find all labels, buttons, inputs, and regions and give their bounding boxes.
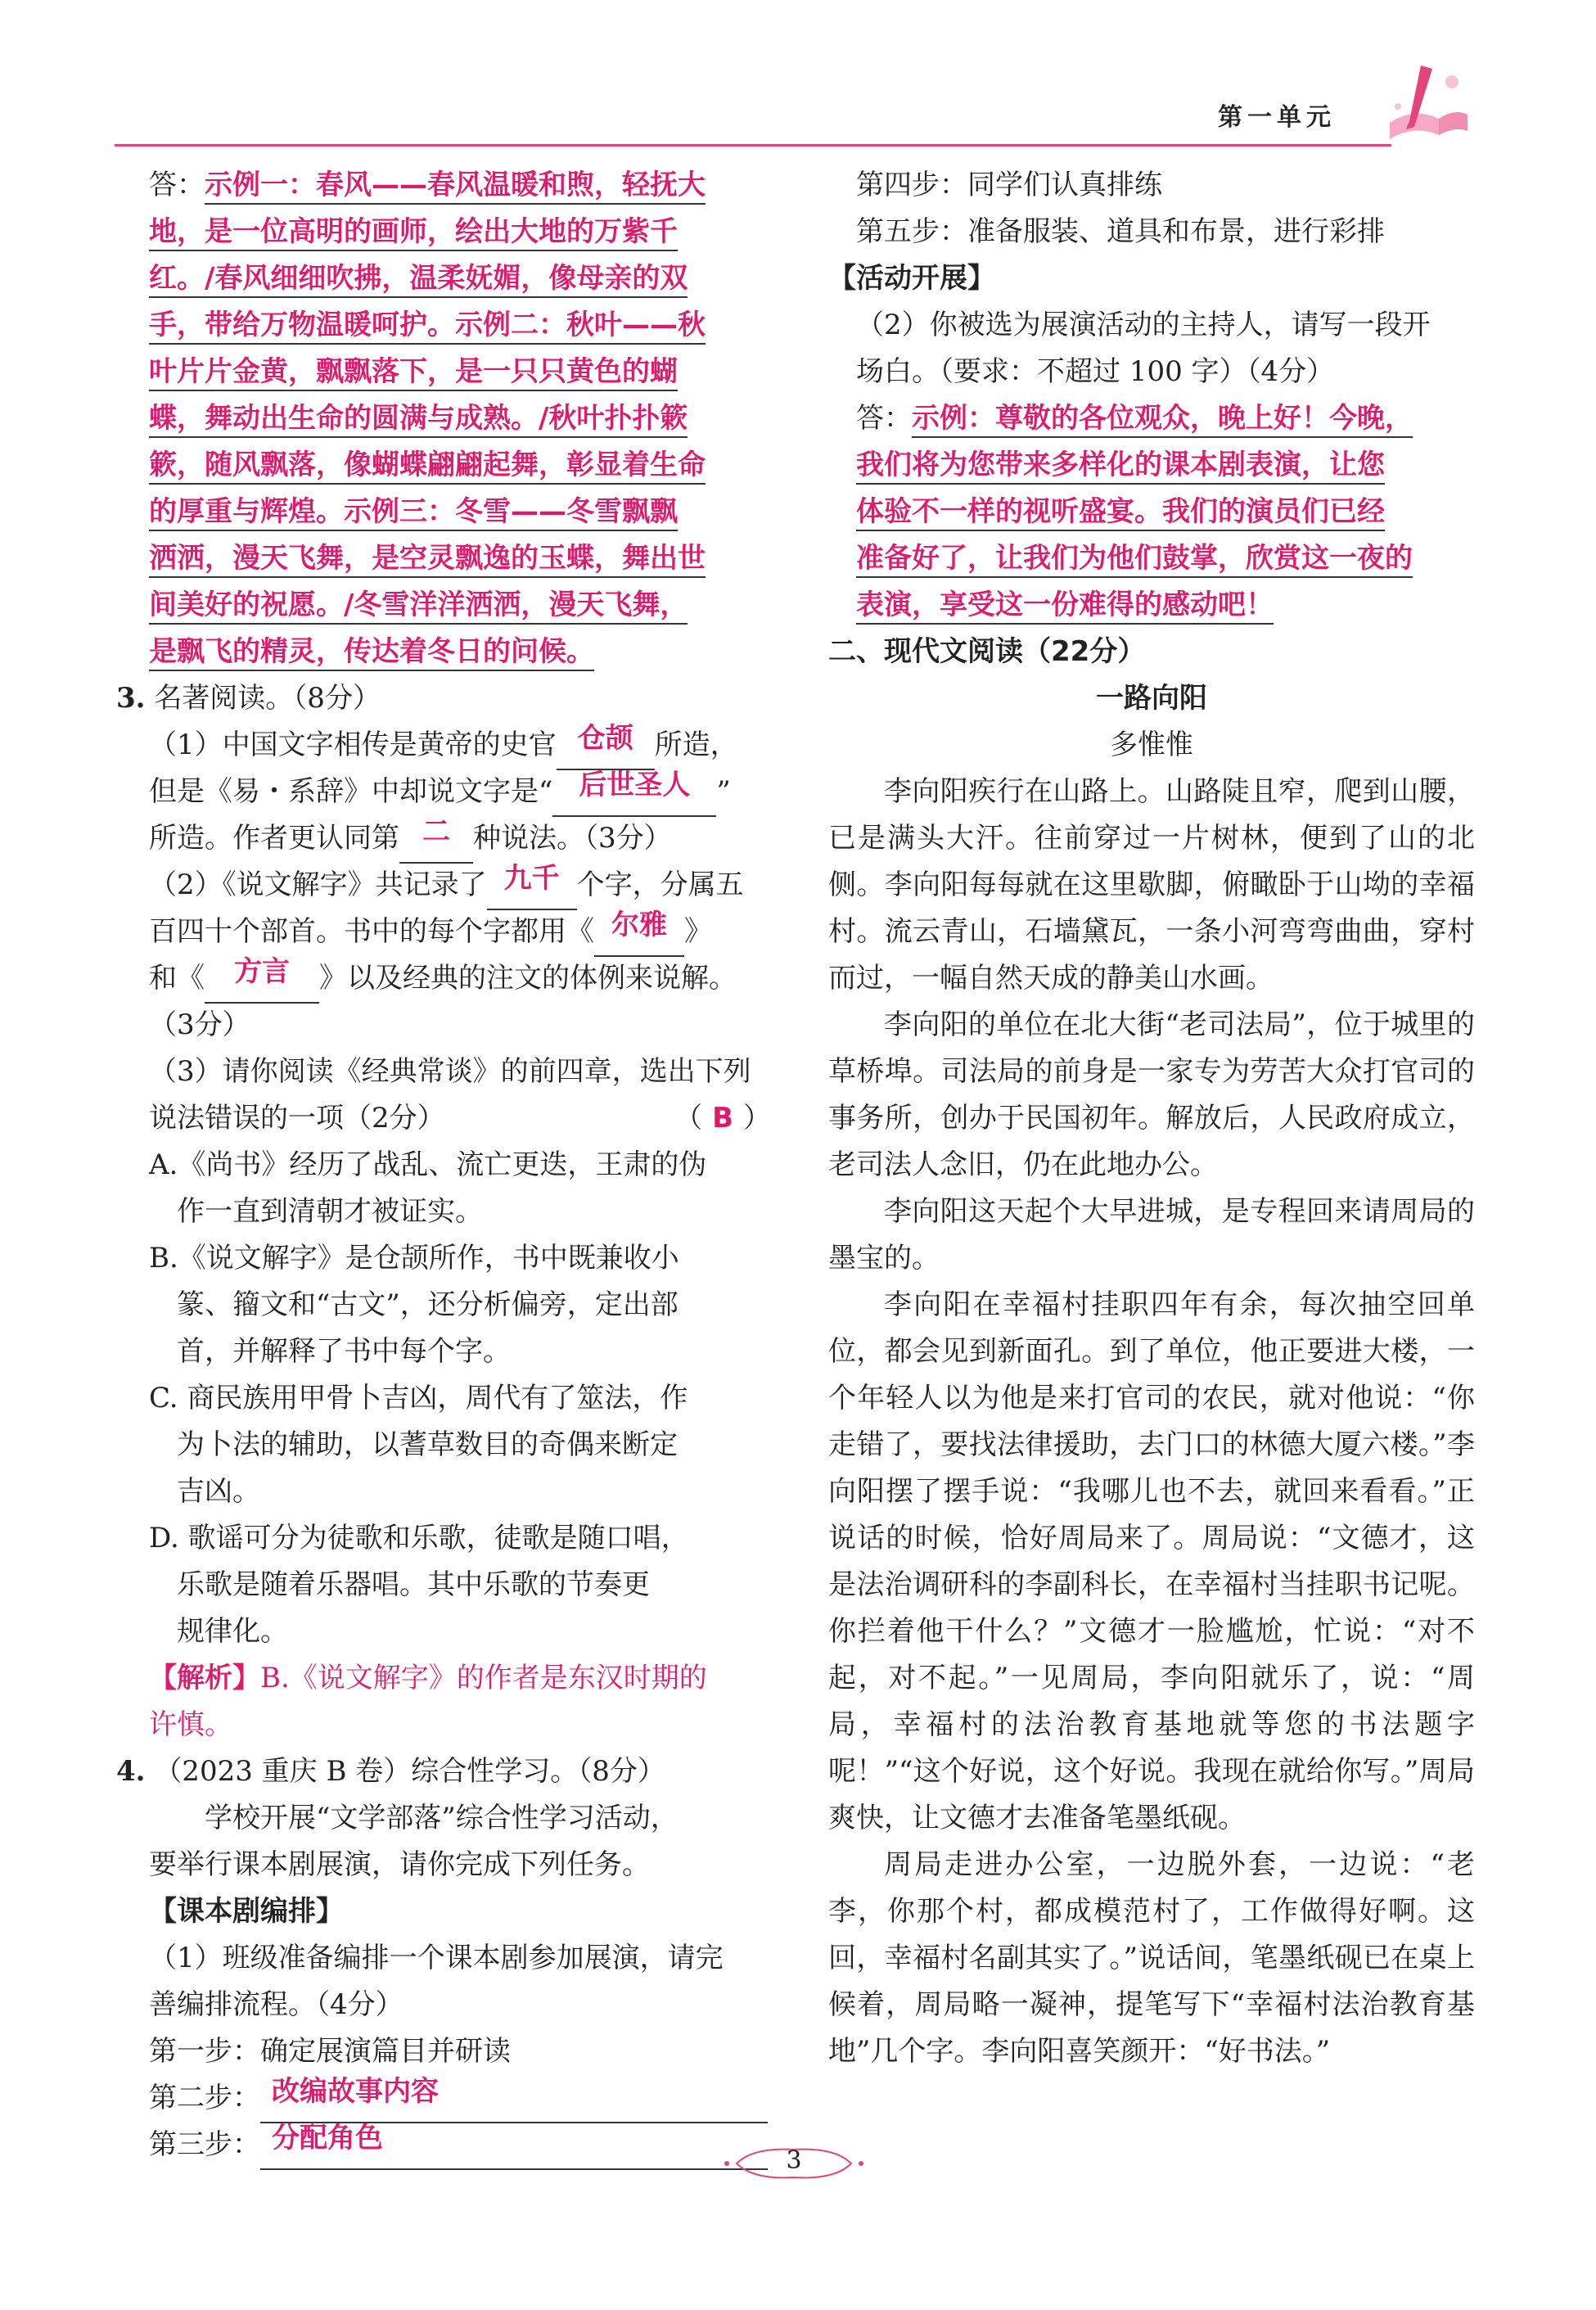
answer-line: 准备好了，让我们为他们鼓掌，欣赏这一夜的	[856, 542, 1413, 578]
question-text: 百四十个部首。书中的每个字都用《	[149, 915, 594, 948]
fill-answer: 后世圣人	[579, 769, 691, 801]
header-rule	[115, 144, 1391, 147]
step-label: 第二步：	[149, 2082, 260, 2114]
page-number: 3	[786, 2146, 802, 2175]
part-title: 二、现代文阅读（22分）	[828, 635, 1146, 668]
option-c: C. 商民族用甲骨卜吉凶，周代有了筮法，作	[149, 1382, 688, 1414]
option-b: 首，并解释了书中每个字。	[177, 1335, 511, 1368]
fill-answer: 尔雅	[611, 909, 667, 941]
question-text: 要举行课本剧展演，请你完成下列任务。	[149, 1848, 650, 1881]
question-number: 3.	[116, 682, 146, 715]
answer-line: 示例：尊敬的各位观众，晚上好！今晚，	[912, 402, 1413, 438]
question-text: 所造。作者更认同第	[149, 822, 399, 855]
question-text: 》以及经典的注文的体例来说解。	[319, 962, 737, 995]
option-b: B.《说文解字》是仓颉所作，书中既兼收小	[149, 1242, 679, 1275]
question-text: ”	[716, 775, 731, 808]
step-text: 第一步：确定展演篇目并研读	[149, 2035, 511, 2068]
story-paragraph: 李向阳这天起个大早进城，是专程回来请周局的墨宝的。	[828, 1195, 1475, 1275]
answer-line: 示例一：春风——春风温暖和煦，轻抚大	[205, 169, 706, 205]
answer-line: 间美好的祝愿。/冬雪洋洋洒洒，漫天飞舞，	[149, 589, 688, 625]
answer-line: 手，带给万物温暖呵护。示例二：秋叶——秋	[149, 309, 706, 345]
answer-label: 答：	[149, 169, 205, 201]
question-text: （1）班级准备编排一个课本剧参加展演，请完	[149, 1942, 724, 1974]
option-d: 乐歌是随着乐器唱。其中乐歌的节奏更	[177, 1568, 650, 1601]
answer-line: 簌，随风飘落，像蝴蝶翩翩起舞，彰显着生命	[149, 449, 706, 485]
question-text: 所造，	[654, 729, 738, 761]
answer-line: 地，是一位高明的画师，绘出大地的万紫千	[149, 215, 678, 251]
question-text: （2）你被选为展演活动的主持人，请写一段开	[856, 309, 1431, 341]
answer-bracket	[674, 1095, 771, 1142]
option-d: 规律化。	[177, 1615, 288, 1648]
answer-line: 表演，享受这一份难得的感动吧！	[856, 589, 1274, 625]
question-text: 》	[684, 915, 712, 948]
step-text: 第五步：准备服装、道具和布景，进行彩排	[856, 215, 1385, 248]
question-text: （1）中国文字相传是黄帝的史官	[149, 729, 557, 761]
option-b: 篆、籀文和“古文”，还分析偏旁，定出部	[177, 1288, 679, 1321]
question-text: 说法错误的一项（2分）	[149, 1102, 445, 1135]
question-text: 但是《易・系辞》中却说文字是“	[149, 775, 553, 808]
fill-answer: 分配角色	[272, 2122, 383, 2154]
question-text: （2）《说文解字》共记录了	[149, 869, 487, 901]
option-a: 作一直到清朝才被证实。	[177, 1195, 483, 1228]
option-d: D. 歌谣可分为徒歌和乐歌，徒歌是随口唱，	[149, 1522, 689, 1554]
story-paragraph: 李向阳的单位在北大街“老司法局”，位于城里的草桥埠。司法局的前身是一家专为劳苦大众打官司的事务所，创办于民国初年。解放后，人民政府成立，老司法人念旧，仍在此地办公。	[828, 1008, 1475, 1181]
bracket-right: ）	[743, 1102, 771, 1135]
question-number: 4.	[116, 1755, 146, 1788]
story-paragraph: 李向阳疾行在山路上。山路陡且窄，爬到山腰，已是满头大汗。往前穿过一片树林，便到了山的北侧。李向阳每每就在这里歇脚，俯瞰卧于山坳的幸福村。流云青山，石墙黛瓦，一条小河弯弯曲曲，穿村而过，一幅自然天成的静美山水画。	[828, 775, 1475, 995]
question-text: （3分）	[149, 1008, 250, 1041]
answer-line: 是飘飞的精灵，传达着冬日的问候。	[149, 635, 594, 671]
story-paragraph: 周局走进办公室，一边脱外套，一边说：“老李，你那个村，都成模范村了，工作做得好啊。这回，幸福村名副其实了。”说话间，笔墨纸砚已在桌上候着，周局略一凝神，提笔写下“幸福村法治教育基地”几个字。李向阳喜笑颜开：“好书法。”	[828, 1848, 1475, 2068]
question-text: 和《	[149, 962, 205, 995]
step-label: 第三步：	[149, 2128, 260, 2161]
option-c: 为卜法的辅助，以蓍草数目的奇偶来断定	[177, 1428, 678, 1461]
question-text: 善编排流程。（4分）	[149, 1988, 404, 2021]
answer-line: 叶片片金黄，飘飘落下，是一只只黄色的蝴	[149, 355, 678, 391]
story-title: 一路向阳	[1096, 682, 1207, 715]
question-title: （2023 重庆 B 卷）综合性学习。（8分）	[154, 1755, 665, 1788]
story-paragraph: 李向阳在幸福村挂职四年有余，每次抽空回单位，都会见到新面孔。到了单位，他正要进大楼，一个年轻人以为他是来打官司的农民，就对他说：“你走错了，要找法律援助，去门口的林德大厦六楼。”李向阳摆了摆手说：“我哪儿也不去，就回来看看。”正说话的时候，恰好周局来了。周局说：“文德才，这是法治调研科的李副科长，在幸福村当挂职书记呢。你拦着他干什么？”文德才一脸尴尬，忙说：“对不起，对不起。”一见周局，李向阳就乐了，说：“周局，幸福村的法治教育基地就等您的书法题字呢！”“这个好说，这个好说。我现在就给你写。”周局爽快，让文德才去准备笔墨纸砚。	[828, 1288, 1475, 1834]
analysis-text: 许慎。	[149, 1708, 232, 1741]
analysis-label: 【解析】	[149, 1662, 260, 1694]
choice-answer: B	[712, 1102, 733, 1135]
answer-label: 答：	[856, 402, 912, 435]
section-heading: 【课本剧编排】	[149, 1895, 344, 1928]
answer-line: 体验不一样的视听盛宴。我们的演员们已经	[856, 495, 1385, 531]
question-text: 种说法。（3分）	[473, 822, 672, 855]
answer-line: 红。/春风细细吹拂，温柔妩媚，像母亲的双	[149, 262, 688, 298]
right-column	[828, 162, 1475, 2075]
unit-title: 第一单元	[1218, 103, 1336, 132]
question-text: 个字，分属五	[576, 869, 744, 901]
fill-answer: 九千	[503, 862, 560, 895]
step-text: 第四步：同学们认真排练	[856, 169, 1162, 201]
fill-answer: 方言	[234, 955, 290, 988]
analysis-text: B.《说文解字》的作者是东汉时期的	[260, 1662, 707, 1694]
bracket-left: （	[674, 1102, 703, 1135]
question-text: （3）请你阅读《经典常谈》的前四章，选出下列	[149, 1055, 751, 1088]
answer-line: 蝶，舞动出生命的圆满与成熟。/秋叶扑扑簌	[149, 402, 688, 438]
answer-line: 的厚重与辉煌。示例三：冬雪——冬雪飘飘	[149, 495, 678, 531]
left-column	[116, 162, 771, 2168]
fill-answer: 改编故事内容	[272, 2075, 439, 2108]
section-heading: 【活动开展】	[828, 262, 995, 295]
answer-line: 洒洒，漫天飞舞，是空灵飘逸的玉蝶，舞出世	[149, 542, 706, 578]
fill-answer: 仓颉	[577, 722, 633, 755]
fill-answer: 二	[422, 815, 450, 848]
question-title: 名著阅读。（8分）	[154, 682, 381, 715]
answer-line: 我们将为您带来多样化的课本剧表演，让您	[856, 449, 1385, 485]
page-footer	[720, 2143, 868, 2184]
question-text: 场白。（要求：不超过 100 字）（4分）	[856, 355, 1335, 388]
option-c: 吉凶。	[177, 1475, 260, 1508]
pen-book-icon	[1382, 57, 1472, 156]
question-text: 学校开展“文学部落”综合性学习活动，	[205, 1802, 679, 1834]
option-a: A.《尚书》经历了战乱、流亡更迭，王肃的伪	[149, 1148, 707, 1181]
story-author: 多惟惟	[1110, 729, 1193, 761]
